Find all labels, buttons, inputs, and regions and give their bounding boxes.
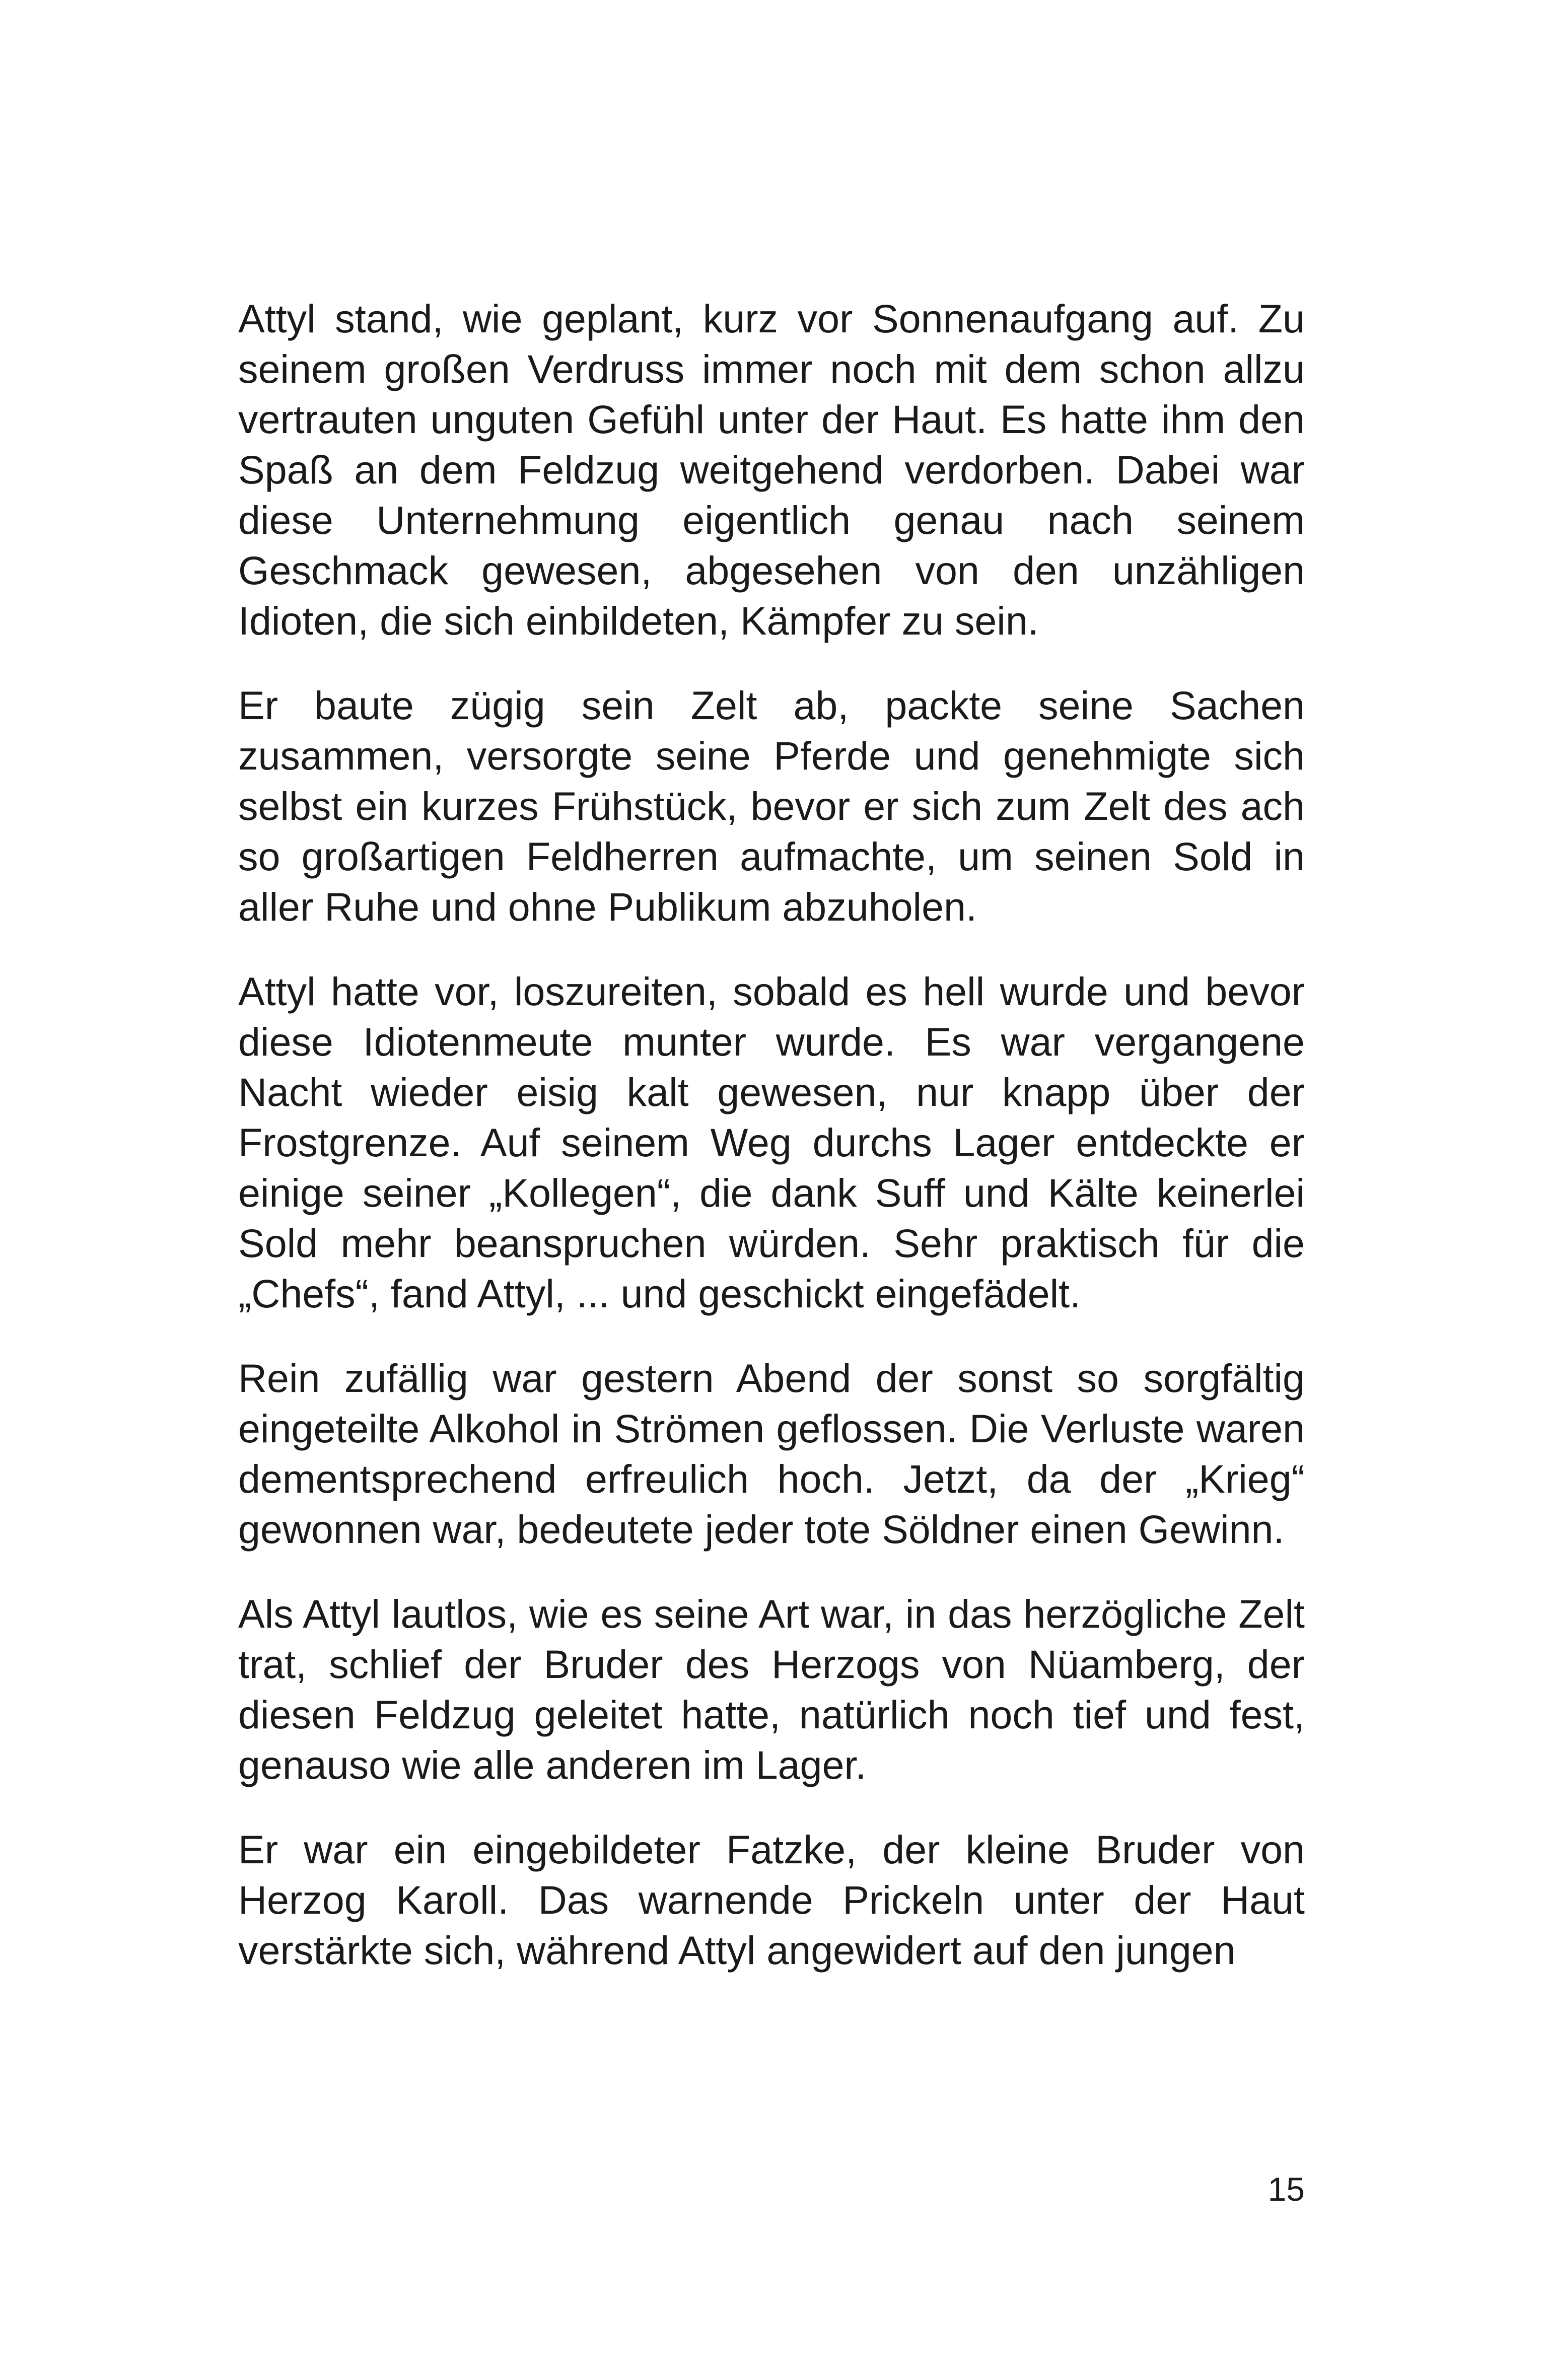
paragraph-6: Er war ein eingebildeter Fatzke, der kleine Bruder von Herzog Karoll. Das warnende Prickeln unter der Haut verstärkte sich, während Attyl angewidert auf den jungen [238, 1827, 1305, 1973]
page-number: 15 [1268, 2171, 1305, 2208]
paragraph-4: Rein zufällig war gestern Abend der sonst so sorgfältig eingeteilte Alkohol in Strömen geflossen. Die Verluste waren dementsprechend erfreulich hoch. Jetzt, da der „Krieg“ gewonnen war, bedeutete jeder tote Söldner einen Gewinn. [238, 1356, 1305, 1552]
paragraph-2: Er baute zügig sein Zelt ab, packte seine Sachen zusammen, versorgte seine Pferde und genehmigte sich selbst ein kurzes Frühstück, bevor er sich zum Zelt des ach so großartigen Feldherren aufmachte, um seinen Sold in aller Ruhe und ohne Publikum abzuholen. [238, 683, 1305, 929]
paragraph-3: Attyl hatte vor, loszureiten, sobald es hell wurde und bevor diese Idiotenmeute munter wurde. Es war vergangene Nacht wieder eisig kalt gewesen, nur knapp über der Frostgrenze. Auf seinem Weg durchs Lager entdeckte er einige seiner „Kollegen“, die dank Suff und Kälte keinerlei Sold mehr beanspruchen würden. Sehr praktisch für die „Chefs“, fand Attyl, ... und geschickt eingefädelt. [238, 969, 1305, 1316]
body-text [238, 294, 1305, 1976]
paragraph-5: Als Attyl lautlos, wie es seine Art war, in das herzögliche Zelt trat, schlief der Bruder des Herzogs von Nüamberg, der diesen Feldzug geleitet hatte, natürlich noch tief und fest, genauso wie alle anderen im Lager. [238, 1591, 1305, 1787]
paragraph-1: Attyl stand, wie geplant, kurz vor Sonnenaufgang auf. Zu seinem großen Verdruss immer noch mit dem schon allzu vertrauten unguten Gefühl unter der Haut. Es hatte ihm den Spaß an dem Feldzug weitgehend verdorben. Dabei war diese Unternehmung eigentlich genau nach seinem Geschmack gewesen, abgesehen von den unzähligen Idioten, die sich einbildeten, Kämpfer zu sein. [238, 296, 1305, 643]
